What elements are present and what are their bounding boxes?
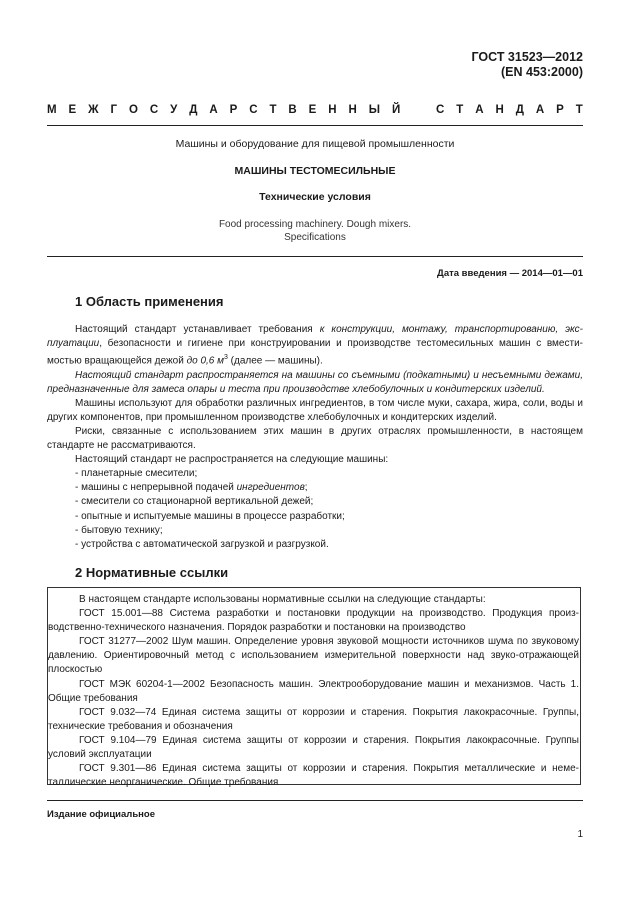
reference-item: ГОСТ 15.001—88 Система разработки и постановки продукции на производство. Продукция произ-водственно-технического назначения. Порядок разработки и постановки на производство [48,608,579,634]
title-divider [47,256,583,257]
heading-letter: Т [575,104,583,116]
scope-paragraph-2: Настоящий стандарт распространяется на машины со съемными (подкатными) и несъемными дежами, предназначенные для замеса опары и теста при производстве хлебобулочных и кондитерских изделий. [47,369,583,395]
normative-references-text [48,593,579,790]
heading-letter: Ж [88,104,99,116]
heading-letter: С [249,104,258,116]
superscript: 3 [224,354,228,362]
page-number: 1 [577,829,583,840]
english-title-line2: Specifications [284,232,346,243]
heading-letter: Ы [368,104,381,116]
gost-number-block [471,50,583,80]
heading-letter: Н [328,104,337,116]
footer-divider [47,800,583,801]
reference-item: ГОСТ МЭК 60204-1—2002 Безопасность машин. Электрооборудование машин и механизмов. Часть 1. Общие требования [48,678,579,704]
text-run-italic: до 0,6 м [186,355,224,367]
reference-item: ГОСТ 31277—2002 Шум машин. Определение уровня звуковой мощности источников шума по звуковому давлению. Ориентировочный метод с использованием измерительной поверхности над звуко-отражающей плоскостью [48,636,579,676]
text-run: Настоящий стандарт устанавливает требования [75,324,320,335]
reference-item: ГОСТ 9.032—74 Единая система защиты от коррозии и старения. Покрытия лакокрасочные. Группы, технические требования и обозначения [48,706,579,732]
section-2-title: 2 Нормативные ссылки [75,565,229,580]
heading-letter: Н [348,104,357,116]
reference-item: ГОСТ 9.301—86 Единая система защиты от коррозии и старения. Покрытия металлические и неме-таллические неорганические. Общие требования [48,763,579,789]
text-run: ; [304,482,308,494]
reference-item: ГОСТ 9.104—79 Единая система защиты от коррозии и старения. Покрытия лакокрасочные. Группы условий эксплуатации [48,734,579,761]
scope-paragraph-1 [47,323,583,369]
list-item [47,481,583,495]
heading-letter: Е [68,104,77,116]
list-item: - устройства с автоматической загрузкой и разгрузкой. [75,538,329,550]
heading-letter: М [47,104,57,116]
text-run: - машины с непрерывной подачей [75,482,237,494]
heading-letter: Р [229,104,238,116]
list-item: - планетарные смесители; [75,468,198,480]
list-item: - смесители со стационарной вертикальной дежей; [75,496,314,508]
heading-letter: Е [308,104,317,116]
heading-letter: Т [456,104,464,116]
interstate-standard-heading [47,104,583,116]
gost-number: ГОСТ 31523—2012 [471,50,583,64]
text-run: , безопасности и гигиене при конструировании и производстве тестомесильных машин с вмести-мостью вращающейся дежой [47,338,583,367]
heading-letter: С [436,104,445,116]
heading-letter: О [128,104,138,116]
header-divider [47,125,583,126]
intro-date: Дата введения — 2014—01—01 [437,268,583,279]
en-number: (EN 453:2000) [501,65,583,79]
text-run: (далее — машины). [227,355,323,367]
heading-letter: А [209,104,218,116]
english-title-line1: Food processing machinery. Dough mixers. [218,219,412,230]
heading-letter: Г [110,104,118,116]
heading-letter: Д [515,104,524,116]
heading-letter: А [535,104,545,116]
heading-letter: С [149,104,159,116]
heading-letter: Д [189,104,198,116]
english-title [47,218,583,244]
scope-paragraph-3: Машины используют для обработки различных ингредиентов, в том числе муки, сахара, жира, соли, воды и других компонентов, при промышленном производстве хлебобулочных и кондитерских изделий. [47,397,583,423]
scope-paragraph-4: Риски, связанные с использованием этих машин в других отраслях промышленности, в настоящем стандарте не рассматриваются. [47,425,583,452]
text-run-italic: к конструкции, монтажу, транспортированию, экс-плуатации [47,324,583,350]
scope-paragraph-5: Настоящий стандарт не распространяется на следующие машины: [75,454,389,466]
category-title: Машины и оборудование для пищевой промышленности [175,138,455,150]
heading-letter: Й [391,104,401,116]
heading-letter: Р [556,104,564,116]
heading-letter: В [288,104,297,116]
standard-name: МАШИНЫ ТЕСТОМЕСИЛЬНЫЕ [234,165,396,177]
list-item: - бытовую технику; [75,524,163,536]
section-1-body [47,323,583,552]
reference-item: В настоящем стандарте использованы нормативные ссылки на следующие стандарты: [79,594,486,605]
heading-letter: А [475,104,484,116]
heading-letter: У [170,104,178,116]
text-run-italic: ингредиентов [236,482,305,494]
section-1-title: 1 Область применения [75,294,224,309]
heading-letter: Т [269,104,277,116]
list-item: - опытные и испытуемые машины в процессе разработки; [75,510,345,522]
spec-title: Технические условия [259,191,371,203]
official-edition-label: Издание официальное [47,809,155,820]
heading-letter: Н [495,104,504,116]
